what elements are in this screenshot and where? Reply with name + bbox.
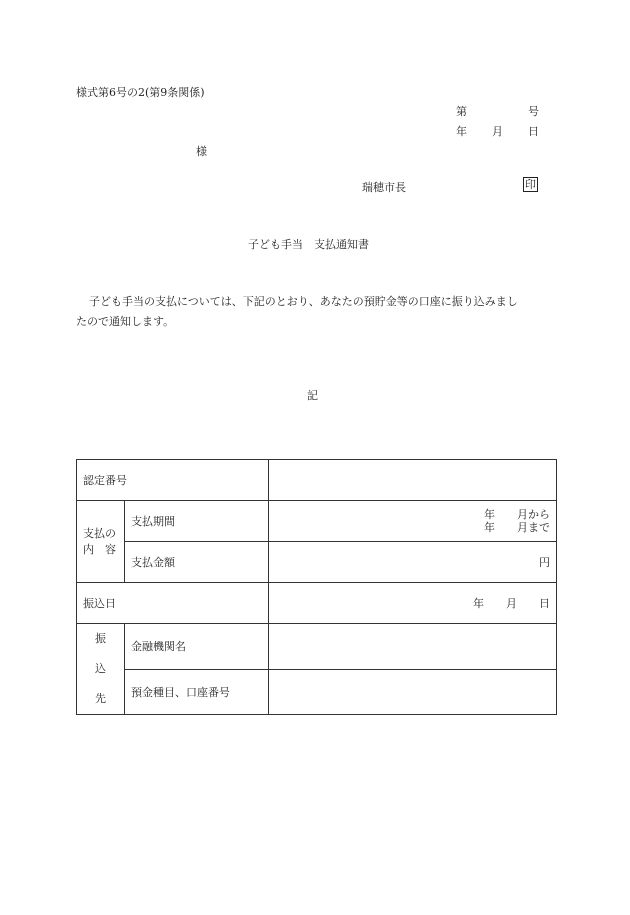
date-month: 月 (492, 125, 503, 138)
table-row-bank (77, 624, 557, 670)
table-row-cert-no (77, 460, 557, 501)
payment-details-table (76, 459, 557, 715)
transfer-dest-char-2: 込 (95, 662, 106, 675)
transfer-dest-char-3: 先 (95, 692, 106, 705)
payment-group-line-1: 支払の (83, 526, 116, 540)
amount-unit: 円 (269, 542, 557, 583)
account-value (269, 669, 557, 715)
cert-no-value (269, 460, 557, 501)
period-to: 年 月まで (484, 521, 550, 534)
form-number: 様式第6号の2(第9条関係) (76, 86, 205, 99)
table-row-account (77, 669, 557, 715)
document-title: 子ども手当 支払通知書 (248, 238, 369, 251)
issuer-name: 瑞穂市長 (362, 181, 406, 194)
bank-value (269, 624, 557, 670)
table-row-amount (77, 542, 557, 583)
ki-label: 記 (307, 389, 318, 402)
seal-mark: 印 (525, 178, 536, 191)
period-from: 年 月から (484, 508, 550, 521)
payment-group-label (77, 501, 125, 583)
transfer-date-value: 年 月 日 (269, 583, 557, 624)
cert-no-label: 認定番号 (77, 460, 269, 501)
transfer-dest-label (77, 624, 125, 715)
table-row-period (77, 501, 557, 542)
doc-no-suffix: 号 (528, 105, 539, 118)
addressee-honorific: 様 (196, 145, 207, 158)
transfer-date-label: 振込日 (77, 583, 269, 624)
body-text-line-2: たので通知します。 (76, 315, 175, 328)
period-label: 支払期間 (125, 501, 269, 542)
table-row-transfer-date (77, 583, 557, 624)
amount-label: 支払金額 (125, 542, 269, 583)
period-value (269, 501, 557, 542)
account-label: 預金種目、口座番号 (125, 669, 269, 715)
bank-label: 金融機関名 (125, 624, 269, 670)
body-text-line-1: 子ども手当の支払については、下記のとおり、あなたの預貯金等の口座に振り込みまし (89, 295, 518, 308)
transfer-dest-char-1: 振 (95, 632, 106, 645)
doc-no-prefix: 第 (456, 105, 467, 118)
date-day: 日 (528, 125, 539, 138)
payment-group-line-2: 内 容 (83, 542, 116, 556)
date-year: 年 (456, 125, 467, 138)
